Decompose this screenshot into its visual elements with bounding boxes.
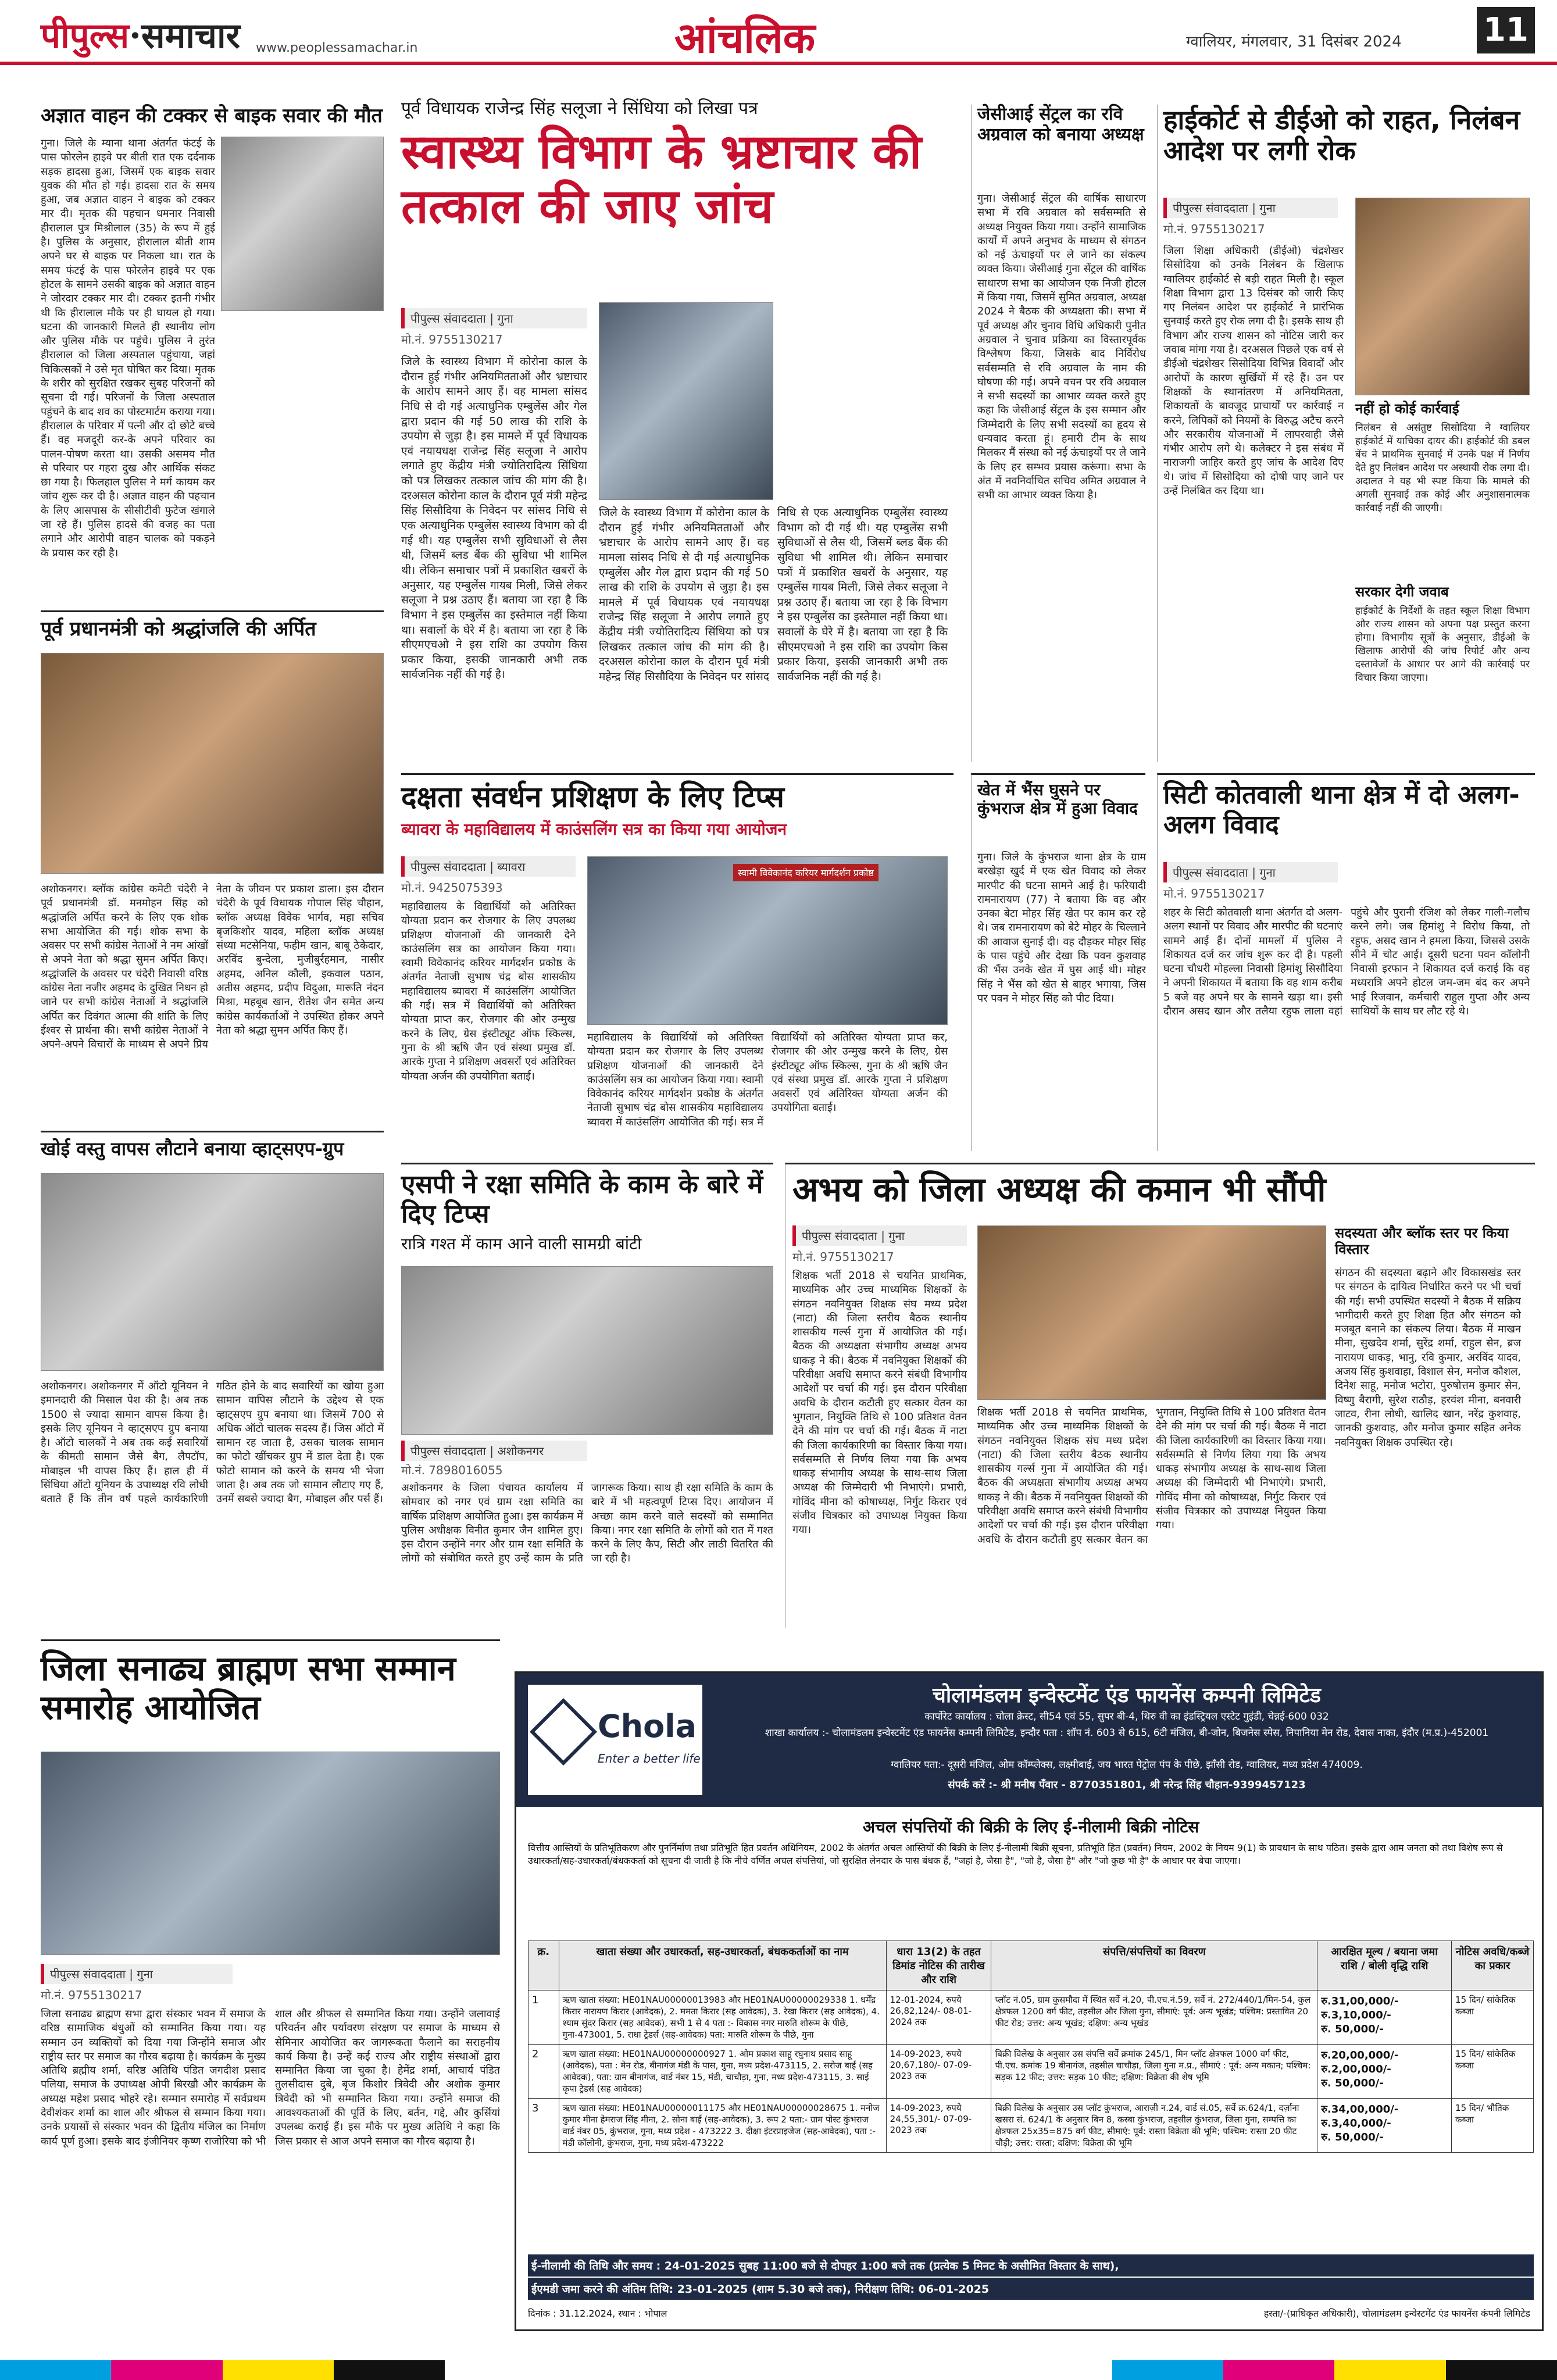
headline: एसपी ने रक्षा समिति के काम के बारे में दिए टिप्स <box>401 1170 763 1229</box>
row-number: 2 <box>528 2045 559 2099</box>
story-skill <box>401 773 954 1151</box>
deo-portrait <box>1355 198 1530 395</box>
teachers-group-photo <box>977 1225 1326 1400</box>
side-body-1: निलंबन से असंतुष्ट सिसोदिया ने ग्वालियर हाईकोर्ट में याचिका दायर की। हाईकोर्ट की डबल बेंच ने प्राथमिक सुनवाई में उनके पक्ष में निर्णय देते हुए निलंबन आदेश पर अस्थायी रोक लगा दी। अदालत ने यह भी स्पष्ट किया कि मामले की अगली सुनवाई तक कोई और अनुशासनात्मक कार्रवाई नहीं की जाएगी। <box>1355 422 1530 514</box>
notice-intro: वित्तीय आस्तियों के प्रतिभूतिकरण और पुनर्निर्माण तथा प्रतिभूति हित प्रवर्तन अधिनियम, 2002 के अंतर्गत अचल आस्तियों की बिक्री के लिए ई-नीलामी बिक्री सूचना, प्रतिभूति हित (प्रवर्तन) नियम, 2002 के नियम 9(1) के प्रावधान के साथ पठित। इसके द्वारा आम जनता को तथा विशेष रूप से उधारकर्ता/सह-उधारकर्ता/बंधककर्ता को सूचना दी जाती है कि नीचे वर्णित अचल संपत्तियां, जो सुरक्षित लेनदार के पास बंधक हैं, "जहां है, जैसा है", "जो है, जैसा है" और "जो कुछ भी है" के आधार पर बेचा जाएगा। <box>528 1842 1503 1866</box>
borrower-cell: ऋण खाता संख्या: HE01NAU00000000927 1. ओम प्रकाश साहू रघुनाथ प्रसाद साहू (आवेदक), पता : मेन रोड, बीनागंज मंडी के पास, गुना, मध्य प्रदेश-473115, 2. सरोज बाई (सह आवेदक), पता: ग्राम बीनागंज, वार्ड नंबर 15, मंडी, चाचौड़ा, गुना, मध्य प्रदेश-473115, 3. साई कृपा ट्रेडर्स (सह आवेदक) <box>559 2045 886 2099</box>
ad-company: चोलामंडलम इन्वेस्टमेंट एंड फायनेंस कम्पनी लिमिटेड <box>933 1684 1321 1707</box>
mobile-number: मो.नं. 9425075393 <box>401 881 503 895</box>
section-title: आंचलिक <box>674 13 816 62</box>
story-jci <box>971 105 1145 762</box>
headline: हाईकोर्ट से डीईओ को राहत, निलंबन आदेश पर लगी रोक <box>1163 104 1520 166</box>
headline: अभय को जिला अध्यक्ष की कमान भी सौंपी <box>792 1170 1326 1209</box>
ceremony-photo <box>41 1752 500 1955</box>
paper-url[interactable]: www.peoplessamachar.in <box>256 41 418 55</box>
story-body: गुना। जिले के म्याना थाना अंतर्गत फंटई के पास फोरलेन हाइवे पर बीती रात एक दर्दनाक सड़क हादसा हुआ, जिसमें एक बाइक सवार युवक की मौत हो गई। हादसा रात के समय हुआ, जब अज्ञात वाहन ने बाइक को टक्कर मार दी। मृतक की पहचान धमनार निवासी हीरालाल पुत्र मिश्रीलाल (35) के रूप में हुई है। पुलिस के अनुसार, हीरालाल बीती शाम अपने घर से बाइक पर निकला था। रात के समय फंटई के पास फोरलेन हाइवे पर एक होटल के सामने उसकी बाइक को अज्ञात वाहन ने जोरदार टक्कर मार दी। टक्कर इतनी गंभीर थी कि हीरालाल मौके पर ही घायल हो गया। घटना की जानकारी मिलते ही स्थानीय लोग और पुलिस मौके पर पहुंचे। पुलिस ने तुरंत हीरालाल को जिला अस्पताल पहुंचाया, जहां चिकित्सकों ने उसे मृत घोषित कर दिया। मृतक के शरीर को सुरक्षित रखकर सुबह परिजनों को सूचना दी गई। परिजनों के जिला अस्पताल पहुंचने के बाद शव का पोस्टमार्टम कराया गया। हीरालाल के परिवार में पत्नी और दो छोटे बच्चे हैं। वह मजदूरी कर-के अपने परिवार का पालन-पोषण करता था। उसकी असमय मौत से परिवार पर गहरा दुख और आर्थिक संकट छा गया है। फिलहाल पुलिस ने मर्ग कायम कर जांच शुरू कर दी है। अज्ञात वाहन की पहचान के लिए आसपास के सीसीटीवी फुटेज खंगाले जा रहे हैं। पुलिस हादसे की वजह का पता लगाने और आरोपी वाहन चालक को पकड़ने के प्रयास कर रही है। <box>41 137 215 559</box>
period-cell: 15 दिन/ भौतिक कब्जा <box>1452 2099 1534 2153</box>
byline: पीपुल्स संवाददाता | गुना <box>41 1964 233 1984</box>
byline: पीपुल्स संवाददाता | गुना <box>1163 862 1338 882</box>
period-cell: 15 दिन/ सांकेतिक कब्जा <box>1452 2045 1534 2099</box>
property-cell: प्लॉट नं.05, ग्राम कुसमौदा में स्थित सर्वे नं.20, पी.एच.नं.59, सर्वे नं. 272/440/1/मिन-54, कुल क्षेत्रफल 1200 वर्ग फीट, तहसील और जिला गुना, सीमाएं: पूर्व: अन्य भूखंड; पश्चिम: प्रस्तावित 20 फीट रोड; उत्तर: अन्य भूखंड; दक्षिण: अन्य भूखंड <box>991 1991 1317 2045</box>
emd-date: ईएमडी जमा करने की अंतिम तिथि: 23-01-2025 (शाम 5.30 बजे तक), निरीक्षण तिथि: 06-01-2025 <box>528 2278 1534 2300</box>
table-header-row <box>528 1941 1534 1991</box>
story-body-continued: महाविद्यालय के विद्यार्थियों को अतिरिक्त योग्यता प्रदान कर रोजगार के लिए उपलब्ध प्रशिक्षण योजनाओं की जानकारी देने काउंसलिंग सत्र का आयोजन किया गया। स्वामी विवेकानंद करियर मार्गदर्शन प्रकोष्ठ के अंतर्गत नेताजी सुभाष चंद्र बोस शासकीय महाविद्यालय ब्यावरा में काउंसलिंग आयोजित की गई। सत्र में विद्यार्थियों को अतिरिक्त योग्यता प्राप्त कर, रोजगार की ओर उन्मुख करने के लिए, ग्रेस इंस्टीट्यूट ऑफ स्किल्स, गुना के श्री ऋषि जैन एवं संस्था प्रमुख डॉ. आरके गुप्ता ने प्रशिक्षण अवसरों एवं अतिरिक्त योग्यता अर्जन की उपयोगिता बताई। <box>587 1031 948 1128</box>
story-body: शहर के सिटी कोतवाली थाना अंतर्गत दो अलग-अलग स्थानों पर विवाद और मारपीट की घटनाएं सामने आई हैं। दोनों मामलों में पुलिस ने शिकायत दर्ज कर जांच शुरू कर दी है। पहली घटना चौधरी मोहल्ला निवासी हिमांशु सिसौदिया ने अपनी शिकायत में बताया कि वह शाम करीब 5 बजे वह अपने घर के सामने खड़ा था। इसी दौरान असद खान और तलैया रहुफ लाला वहां पहुंचे और पुरानी रंजिश को लेकर गाली-गलौच करने लगे। जब हिमांशु ने विरोध किया, तो रहुफ, असद खान ने हमला किया, जिससे उसके सीने में चोट आई। दूसरी घटना पवन कॉलोनी निवासी इरफान ने शिकायत दर्ज कराई कि वह मध्यरात्रि अपने होटल जम-जम बंद कर अपने भाई रिजवान, कर्मचारी राहुल गुप्ता और अन्य साथियों के साथ घर लौट रहे थे। <box>1163 906 1530 1018</box>
masthead <box>0 0 1557 65</box>
byline: पीपुल्स संवाददाता | गुना <box>792 1225 967 1246</box>
notice-cell: 12-01-2024, रुपये 26,82,124/- 08-01-2024 तक <box>886 1991 991 2045</box>
subhead-membership: सदस्यता और ब्लॉक स्तर पर किया विस्तार <box>1335 1225 1509 1257</box>
tribute-photo <box>41 653 384 874</box>
headline: पूर्व प्रधानमंत्री को श्रद्धांजलि की अर्पित <box>41 617 316 641</box>
ad-tagline: Enter a better life <box>598 1752 701 1766</box>
table-row <box>528 2045 1534 2099</box>
subhead: ब्यावरा के महाविद्यालय में काउंसलिंग सत्र का किया गया आयोजन <box>401 819 787 839</box>
headline: स्वास्थ्य विभाग के भ्रष्टाचार की तत्काल की जाए जांच <box>401 124 922 234</box>
borrower-cell: ऋण खाता संख्या: HE01NAU00000013983 और HE01NAU00000029338 1. धर्मेंद्र किरार नारायण किरार (आवेदक), 2. ममता किरार (सह आवेदक), 3. रेखा किरार (सह आवेदक), 4. श्याम सुंदर किरार (सह आवेदक), सभी 1 से 4 पता :- विकास नगर मारुति शोरूम के पीछे, गुना-473001, 5. राधा ट्रेडर्स (सह-आवेदक) पता: मारुति शोरूम के पीछे, गुना <box>559 1991 886 2045</box>
story-sp <box>401 1163 773 1628</box>
auction-table <box>528 1941 1534 2153</box>
headline: सिटी कोतवाली थाना क्षेत्र में दो अलग-अलग विवाद <box>1163 780 1520 839</box>
story-body: जिला शिक्षा अधिकारी (डीईओ) चंद्रशेखर सिसोदिया को उनके निलंबन के खिलाफ ग्वालियर हाईकोर्ट से बड़ी राहत मिली है। स्कूल शिक्षा विभाग द्वारा 13 दिसंबर को जारी किए गए निलंबन आदेश पर हाईकोर्ट ने प्रारंभिक सुनवाई करते हुए रोक लगा दी है। इसके साथ ही विभाग और राज्य शासन को नोटिस जारी कर जवाब मांगा गया है। दरअसल पिछले एक वर्ष से डीईओ चंद्रशेखर सिसोदिया विभिन्न विवादों और आरोपों के कारण सुर्खियों में रहे हैं। उन पर शिक्षकों के स्थानांतरण में अनियमितता, शिकायतों के बावजूद प्राचार्यों पर कार्रवाई न करने, लिपिकों को नियमों के विरुद्ध अटैच करने और सरकारीय योजनाओं में लापरवाही जैसे गंभीर आरोप लगे थे। कलेक्टर ने इस संबंध में नाराजगी जाहिर करते हुए जांच के आदेश दिए थे। जांच में सिसोदिया को दोषी पाए जाने पर उन्हें निलंबित कर दिया था। <box>1163 245 1344 498</box>
headline: दक्षता संवर्धन प्रशिक्षण के लिए टिप्स <box>401 780 784 814</box>
col-header: क्र. <box>528 1941 559 1991</box>
ad-brand: Chola <box>598 1708 697 1745</box>
side-body: संगठन की सदस्यता बढ़ाने और विकासखंड स्तर पर संगठन के दायित्व निर्धारित करने पर भी चर्चा की गई। सभी उपस्थित सदस्यों ने बैठक में सक्रिय भागीदारी करते हुए शिक्षा हित और संगठन को मजबूत बनाने का संकल्प लिया। बैठक में माखन मीना, सुखदेव शर्मा, सुरेंद्र शर्मा, राहुल सेन, ब्रज नारायण धाकड़, भानु, रवि कुमार, अरविंद यादव, अजय सिंह कुशवाहा, विशाल सेन, मनोज कौशल, दिनेश साहू, मनोज भटोरा, पुरुषोत्तम कुमार सेन, विष्णु बैरागी, सुरेश राठौड़, हरवंश मीना, बनवारी जाटव, रीना लोधी, खालिद खान, नरेंद्र कुशवाह, जानकी कुशवाह, और मनोज कुमार सहित अनेक नवनियुक्त शिक्षक उपस्थित रहे। <box>1335 1267 1521 1449</box>
sp-event-photo <box>401 1266 773 1435</box>
notice-cell: 14-09-2023, रुपये 20,67,180/- 07-09-2023 तक <box>886 2045 991 2099</box>
ad-contact: संपर्क करें :- श्री मनीष पँवार - 8770351801, श्री नरेन्द्र सिंह चौहान-9399457123 <box>948 1779 1306 1791</box>
price-cell: रु.31,00,000/- रु.3,10,000/- रु. 50,000/- <box>1317 1991 1452 2045</box>
story-kotwali <box>1157 773 1535 1151</box>
auto-union-photo <box>41 1173 384 1371</box>
row-number: 1 <box>528 1991 559 2045</box>
subhead-no-action: नहीं हो कोई कार्रवाई <box>1355 401 1459 417</box>
dateline: ग्वालियर, मंगलवार, 31 दिसंबर 2024 <box>1186 33 1402 51</box>
mla-portrait <box>599 302 773 500</box>
chola-logo-icon <box>530 1698 597 1766</box>
notice-signature: हस्ता/-(प्राधिकृत अधिकारी), चोलामंडलम इन्वेस्टमेंट एंड फायनेंस कंपनी लिमिटेड <box>1263 2308 1530 2319</box>
story-whatsapp <box>41 1131 384 1625</box>
property-cell: बिक्री विलेख के अनुसार उस प्लॉट कुंभराज, आराज़ी न.24, वार्ड सं.05, सर्वे क्र.624/1, दर्ज़ाना खसरा सं. 624/1 के अनुसार बिन 8, कस्बा कुंभराज, तहसील कुंभराज, जिला गुना, सम्पत्ति का क्षेत्रफल 25x35=875 वर्ग फीट, सीमाएं: पूर्व: रास्ता विक्रेता की भूमि; पश्चिम: रास्ता 20 फीट चौड़ी; उत्तर: रास्ता; दक्षिण: विक्रेता की भूमि <box>991 2099 1317 2153</box>
story-body: जिले के स्वास्थ्य विभाग में कोरोना काल के दौरान हुई गंभीर अनियमितताओं और भ्रष्टाचार के आरोप सामने आए हैं। वह मामला सांसद निधि से दी गई अत्याधुनिक एम्बुलेंस और गेल द्वारा प्रदान की गई 50 लाख की राशि के उपयोग से जुड़ा है। इस मामले में पूर्व विधायक एवं नयायधक्ष राजेन्द्र सिंह सलूजा ने आरोप लगाते हुए केंद्रीय मंत्री ज्योतिरादित्य सिंधिया को पत्र लिखकर तत्काल जांच की मांग की है। दरअसल कोरोना काल के दौरान पूर्व मंत्री महेन्द्र सिंह सिसौदिया के निवेदन पर सांसद निधि से एक अत्याधुनिक एम्बुलेंस स्वास्थ्य विभाग को दी गई थी। यह एम्बुलेंस सभी सुविधाओं से लैस थी, जिसमें ब्लड बैंक की सुविधा भी शामिल थी। लेकिन समाचार पत्रों में प्रकाशित खबरों के अनुसार, यह एम्बुलेंस गायब मिली, जिसे लेकर सलूजा ने प्रश्न उठाए हैं। बताया जा रहा है कि विभाग ने इस एम्बुलेंस का इस्तेमाल नहीं किया था। सवालों के घेरे में है। बताया जा रहा है कि सीएमएचओ ने इस राशि का उपयोग किस प्रकार किया, इसकी जानकारी अभी तक सार्वजनिक नहीं की गई है। <box>401 355 587 681</box>
headline: खोई वस्तु वापस लौटाने बनाया व्हाट्सएप-ग्रुप <box>41 1138 344 1160</box>
notice-date-place: दिनांक : 31.12.2024, स्थान : भोपाल <box>528 2308 667 2319</box>
mobile-number: मो.नं. 9755130217 <box>1163 887 1265 900</box>
page-number: 11 <box>1477 7 1535 53</box>
story-body: शिक्षक भर्ती 2018 से चयनित प्राथमिक, माध्यमिक और उच्च माध्यमिक शिक्षकों के संगठन नवनियुक्त शिक्षक संघ मध्य प्रदेश (नाटा) की जिला स्तरीय बैठक स्थानीय शासकीय गर्ल्स गुना में आयोजित की गई। बैठक की अध्यक्षता संभागीय अध्यक्ष अभय धाकड़ ने की। बैठक में नवनियुक्त शिक्षकों की परिवीक्षा अवधि समाप्त करने संबंधी विभागीय आदेशों पर चर्चा की गई। इस दौरान परिवीक्षा अवधि के दौरान कटौती हुए सत्कार वेतन का भुगतान, नियुक्ति तिथि से 100 प्रतिशत वेतन देने की मांग पर चर्चा की गई। बैठक में नाटा की जिला कार्यकारिणी का विस्तार किया गया। सर्वसम्मति से निर्णय लिया गया कि अभय धाकड़ संभागीय अध्यक्ष के साथ-साथ जिला अध्यक्ष की जिम्मेदारी भी निभाएंगे। प्रभारी, गोविंद मीना को कोषाध्यक्ष, निर्गुट किरार एवं संजीव चित्रकार को उपाध्यक्ष नियुक्त किया गया। <box>792 1270 967 1536</box>
story-body: अशोकनगर। अशोकनगर में ऑटो यूनियन ने इमानदारी की मिसाल पेश की है। अब तक 1500 से ज्यादा सामान वापस किया है। इसके लिए यूनियन ने व्हाट्सएप ग्रुप बनाया है। ऑटो चालकों ने अब तक कई सवारियों के कीमती सामान जैसे बैग, लैपटॉप, मोबाइल भी वापस किए हैं। हाल ही में सिंधिया ऑटो यूनियन के उपाध्यक्ष रवि लोधी बताते हैं कि तीन वर्ष पहले कार्यकारिणी गठित होने के बाद सवारियों का खोया हुआ सामान वापिस लौटाने के उद्देश्य से एक व्हाट्सएप ग्रुप बनाया था। जिसमें 700 से अधिक ऑटो चालक सदस्य हैं। जिस ऑटो में सामान रह जाता है, उसका चालक सामान का फोटो खींचकर ग्रुप में डाल देता है। एक फोटो सामान को करने के समय भी भेजा जाता है। अब तक जो सामान लौटाए गए हैं, उनमें सबसे ज्यादा बैग, मोबाइल और पर्स हैं। <box>41 1380 384 1506</box>
story-buffalo <box>971 773 1145 1151</box>
chola-logo-box <box>528 1685 702 1795</box>
notice-cell: 14-09-2023, रुपये 24,55,301/- 07-09-2023 तक <box>886 2099 991 2153</box>
story-body: जिला सनाढ्य ब्राह्मण सभा द्वारा संस्कार भवन में समाज के वरिष्ठ सामाजिक बंधुओं को सम्मानित किया गया। यह सम्मान उन व्यक्तियों को दिया गया जिन्होंने समाज और राष्ट्रीय स्तर पर समाज का गौरव बढ़ाया है। कार्यक्रम के मुख्य अतिथि ब्रह्मीय शर्मा, वरिष्ठ अतिथि पंडित जगदीश प्रसाद पलिया, समाज के उपाध्यक्ष ओपी बिरखौ और कार्यक्रम के अध्यक्ष महेश प्रसाद भोहरे रहे। सम्मान समारोह में सर्वप्रथम देवीशंकर शर्मा का शाल और श्रीफल से सम्मान किया गया। उनके प्रयासों से संस्कार भवन की द्वितीय मंजिल का निर्माण कार्य पूर्ण हुआ। इसके बाद इंजीनियर कृष्ण राजोरिया को भी शाल और श्रीफल से सम्मानित किया गया। उन्होंने जलावाई परिवर्तन और पर्यावरण संरक्षण पर समाज के माध्यम से सेमिनार आयोजित कर जागरूकता फैलाने का सराहनीय कार्य किया है। उन्हें कई राज्य और राष्ट्रीय संस्थाओं द्वारा सम्मानित किया जा चुका है। हेमेंद्र शर्मा, आचार्य पंडित तुलसीदास दुबे, बृज किशोर त्रिवेदी और अशोक कुमार त्रिवेदी को भी सम्मानित किया गया। उन्होंने समाज की आवश्यकताओं की पूर्ति के लिए, बर्तन, गद्दे, और कुर्सियां उपलब्ध कराई हैं। इस मौके पर मुख्य अतिथि ने कहा कि जिस प्रकार से आज अपने समाज का गौरव बढ़ाया है। <box>41 2008 500 2147</box>
seminar-banner: स्वामी विवेकानंद करियर मार्गदर्शन प्रकोष्ठ <box>733 864 879 881</box>
mobile-number: मो.नं. 9755130217 <box>401 333 503 346</box>
byline: पीपुल्स संवाददाता | ब्यावरा <box>401 856 576 877</box>
row-number: 3 <box>528 2099 559 2153</box>
table-row <box>528 2099 1534 2153</box>
byline: पीपुल्स संवाददाता | गुना <box>1163 198 1338 218</box>
ad-address-branch: शाखा कार्यालय :- चोलामंडलम इन्वेस्टमेंट एंड फायनेंस कम्पनी लिमिटेड, इन्दौर पता : शॉप नं. 603 से 615, 6टी मंजिल, बी-जोन, बिजनेस स्पेस, निपानिया मेन रोड, देवास नाका, इंदौर (म.प्र.)-452001 <box>765 1727 1489 1739</box>
ad-header <box>516 1673 1542 1807</box>
price-cell: रु.20,00,000/- रु.2,00,000/- रु. 50,000/- <box>1317 2045 1452 2099</box>
story-body: अशोकनगर। ब्लॉक कांग्रेस कमेटी चंदेरी ने पूर्व प्रधानमंत्री डॉ. मनमोहन सिंह को श्रद्धांजलि अर्पित करने के लिए एक शोक सभा आयोजित की गई। शोक सभा के अवसर पर सभी कांग्रेस नेताओं ने नम आंखों से अपने नेता को श्रद्धा सुमन अर्पित किए। श्रद्धांजलि के अवसर पर चंदेरी निवासी वरिष्ठ कांग्रेस नेता नजीर अहमद के दुखित निधन हो जाने पर सभी कांग्रेस नेताओं ने श्रद्धांजलि अर्पित कर दिवंगत आत्मा की शांति के लिए ईश्वर से प्रार्थना की। सभी कांग्रेस नेताओं ने अपने-अपने विचारों के माध्यम से अपने प्रिय नेता के जीवन पर प्रकाश डाला। इस दौरान चंदेरी के पूर्व विधायक गोपाल सिंह चौहान, ब्लॉक अध्यक्ष विवेक भार्गव, महा सचिव बृजकिशोर यादव, महिला ब्लॉक अध्यक्ष संध्या मटसेनिया, फहीम खान, बाबू ठेकेदार, अरविंद बुन्देला, मुजीबुर्रहमान, नासीर अहमद, अनिल कौली, इकवाल पठान, अतीस अहमद, प्रदीप विदुआ, मारूति नंदन मिश्रा, महबूब खान, रीतेश जैन समेत अन्य कांग्रेस कार्यकर्ताओं ने उपस्थित होकर अपने नेता को श्रद्धा सुमन अर्पित किए हैं। <box>41 883 384 1051</box>
seminar-photo <box>587 856 948 1025</box>
story-body: गुना। जिले के कुंभराज थाना क्षेत्र के ग्राम बरखेड़ा खुर्द में एक खेत विवाद को लेकर मारपीट की घटना सामने आई है। फरियादी रामनारायण (77) ने बताया कि वह और उनका बेटा मोहर सिंह खेत पर काम कर रहे थे। जब रामनारायण को बेटे मोहर के चिल्लाने की आवाज सुनाई दी। वह दौड़कर मोहर सिंह के पास पहुंचे और देखा कि पवन कुशवाह की भैंस उनके खेत में घुस आई थी। मोहर सिंह ने भैंस को खेत से बाहर भगाया, जिस पर पवन ने मोहर सिंह को पीट दिया। <box>977 851 1146 1005</box>
col-header: संपत्ति/संपत्तियों का विवरण <box>991 1941 1317 1991</box>
col-header: धारा 13(2) के तहत डिमांड नोटिस की तारीख और राशि <box>886 1941 991 1991</box>
story-body: गुना। जेसीआई सेंट्रल की वार्षिक साधारण सभा में रवि अग्रवाल को सर्वसम्मति से अध्यक्ष नियुक्त किया गया। उन्होंने सामाजिक कार्यों में अपने अनुभव के माध्यम से संगठन को नई ऊंचाइयों पर ले जाने का संकल्प व्यक्त किया। जेसीआई गुना सेंट्रल की वार्षिक साधारण सभा का आयोजन एक निजी होटल में किया गया, जिसमें सुमित अग्रवाल, अध्यक्ष 2024 ने बैठक की अध्यक्षता की। सभा में पूर्व अध्यक्ष और चुनाव विधि अधिकारी पुनीत अग्रवाल ने चुनाव प्रक्रिया का विस्तारपूर्वक विश्लेषण किया, जिसके बाद निर्विरोध सर्वसम्मति से रवि अग्रवाल के नाम की घोषणा की गई। अपने वचन पर रवि अग्रवाल ने सभी सदस्यों का आभार व्यक्त करते हुए कहा कि जेसीआई सेंट्रल के इस सम्मान और जिम्मेदारी के लिए सभी सदस्यों का हृदय से धन्यवाद करता हूं। हमारी टीम के साथ मिलकर मैं संस्था को नई ऊंचाइयों पर ले जाने के लिए हर सम्भव प्रयास करूंगा। सभा के अंत में नवनिर्वाचित सचिव अमित अग्रवाल ने सभी का आभार व्यक्त किया है। <box>977 192 1146 502</box>
side-body-2: हाईकोर्ट के निर्देशों के तहत स्कूल शिक्षा विभाग और राज्य शासन को अपना पक्ष प्रस्तुत करना होगा। विभागीय सूत्रों के अनुसार, डीईओ के खिलाफ आरोपों की जांच रिपोर्ट और अन्य दस्तावेजों के आधार पर आगे की कार्रवाई पर विचार किया जाएगा। <box>1355 605 1530 684</box>
col-header: खाता संख्या और उधारकर्ता, सह-उधारकर्ता, बंधककर्ताओं का नाम <box>559 1941 886 1991</box>
byline: पीपुल्स संवाददाता | गुना <box>401 308 587 328</box>
story-accident <box>41 105 384 605</box>
ad-address-gwalior: ग्वालियर पता:- दूसरी मंजिल, ओम कॉम्प्लेक्स, लक्ष्मीबाई, जय भारत पेट्रोल पंप के पीछे, झाँसी रोड, ग्वालियर, मध्य प्रदेश 474009. <box>891 1759 1363 1771</box>
accident-photo <box>221 137 384 311</box>
headline: खेत में भैंस घुसने पर कुंभराज क्षेत्र में हुआ विवाद <box>977 780 1138 819</box>
headline: अज्ञात वाहन की टक्कर से बाइक सवार की मौत <box>41 104 383 127</box>
price-cell: रु.34,00,000/- रु.3,40,000/- रु. 50,000/- <box>1317 2099 1452 2153</box>
story-body-continued: जिले के स्वास्थ्य विभाग में कोरोना काल के दौरान हुई गंभीर अनियमितताओं और भ्रष्टाचार के आरोप सामने आए हैं। वह मामला सांसद निधि से दी गई अत्याधुनिक एम्बुलेंस और गेल द्वारा प्रदान की गई 50 लाख की राशि के उपयोग से जुड़ा है। इस मामले में पूर्व विधायक एवं नयायधक्ष राजेन्द्र सिंह सलूजा ने आरोप लगाते हुए केंद्रीय मंत्री ज्योतिरादित्य सिंधिया को पत्र लिखकर तत्काल जांच की मांग की है। दरअसल कोरोना काल के दौरान पूर्व मंत्री महेन्द्र सिंह सिसौदिया के निवेदन पर सांसद निधि से एक अत्याधुनिक एम्बुलेंस स्वास्थ्य विभाग को दी गई थी। यह एम्बुलेंस सभी सुविधाओं से लैस थी, जिसमें ब्लड बैंक की सुविधा भी शामिल थी। लेकिन समाचार पत्रों में प्रकाशित खबरों के अनुसार, यह एम्बुलेंस गायब मिली, जिसे लेकर सलूजा ने प्रश्न उठाए हैं। बताया जा रहा है कि विभाग ने इस एम्बुलेंस का इस्तेमाल नहीं किया था। सवालों के घेरे में है। बताया जा रहा है कि सीएमएचओ ने इस राशि का उपयोग किस प्रकार किया, इसकी जानकारी अभी तक सार्वजनिक नहीं की गई है। <box>599 506 948 684</box>
byline: पीपुल्स संवाददाता | अशोकनगर <box>401 1441 587 1461</box>
chola-auction-notice <box>515 1671 1544 2331</box>
auction-date: ई-नीलामी की तिथि और समय : 24-01-2025 सुबह 11:00 बजे से दोपहर 1:00 बजे तक (प्रत्येक 5 मिनट के असीमित विस्तार के साथ), <box>528 2254 1534 2277</box>
ad-address-corporate: कार्पोरेट कार्यालय : चोला क्रेस्ट, सी54 एवं 55, सुपर बी-4, थिरु वी का इंडस्ट्रियल एस्टेट गुइंडी, चेन्नई-600 032 <box>924 1711 1329 1723</box>
mobile-number: मो.नं. 9755130217 <box>1163 222 1265 236</box>
headline: जिला सनाढ्य ब्राह्मण सभा सम्मान समारोह आयोजित <box>41 1649 456 1727</box>
notice-title: अचल संपत्तियों की बिक्री के लिए ई-नीलामी बिक्री नोटिस <box>862 1817 1199 1836</box>
story-former-pm <box>41 610 384 1122</box>
headline: जेसीआई सेंट्रल का रवि अग्रवाल को बनाया अध्यक्ष <box>977 104 1144 145</box>
mobile-number: मो.नं. 9755130217 <box>41 1988 142 2002</box>
mobile-number: मो.नं. 7898016055 <box>401 1463 503 1477</box>
color-registration-bar <box>0 2360 1557 2380</box>
story-body-continued: शिक्षक भर्ती 2018 से चयनित प्राथमिक, माध्यमिक और उच्च माध्यमिक शिक्षकों के संगठन नवनियुक्त शिक्षक संघ मध्य प्रदेश (नाटा) की जिला स्तरीय बैठक स्थानीय शासकीय गर्ल्स गुना में आयोजित की गई। बैठक की अध्यक्षता संभागीय अध्यक्ष अभय धाकड़ ने की। बैठक में नवनियुक्त शिक्षकों की परिवीक्षा अवधि समाप्त करने संबंधी विभागीय आदेशों पर चर्चा की गई। इस दौरान परिवीक्षा अवधि के दौरान कटौती हुए सत्कार वेतन का भुगतान, नियुक्ति तिथि से 100 प्रतिशत वेतन देने की मांग पर चर्चा की गई। बैठक में नाटा की जिला कार्यकारिणी का विस्तार किया गया। सर्वसम्मति से निर्णय लिया गया कि अभय धाकड़ संभागीय अध्यक्ष के साथ-साथ जिला अध्यक्ष की जिम्मेदारी भी निभाएंगे। प्रभारी, गोविंद मीना को कोषाध्यक्ष, निर्गुट किरार एवं संजीव चित्रकार को उपाध्यक्ष नियुक्त किया गया। <box>977 1406 1326 1546</box>
kicker: पूर्व विधायक राजेन्द्र सिंह सलूजा ने सिंधिया को लिखा पत्र <box>401 98 758 119</box>
period-cell: 15 दिन/ सांकेतिक कब्जा <box>1452 1991 1534 2045</box>
col-header: नोटिस अवधि/कब्जे का प्रकार <box>1452 1941 1534 1991</box>
subhead-govt-reply: सरकार देगी जवाब <box>1355 584 1449 600</box>
paper-logo: पीपुल्स·समाचार <box>41 16 241 56</box>
col-header: आरक्षित मूल्य / बयाना जमा राशि / बोली वृद्धि राशि <box>1317 1941 1452 1991</box>
story-body: अशोकनगर के जिला पंचायत कार्यालय में सोमवार को नगर एवं ग्राम रक्षा समिति का वार्षिक प्रशिक्षण आयोजित हुआ। इस कार्यक्रम में पुलिस अधीक्षक विनीत कुमार जैन शामिल हुए। इस दौरान उन्होंने नगर और ग्राम रक्षा समिति के लोगों को संबोधित करते हुए उन्हें काम के प्रति जागरूक किया। साथ ही रक्षा समिति के काम के बारे में भी महत्वपूर्ण टिप्स दिए। आयोजन में अच्छा काम करने वाले सदस्यों को सम्मानित किया। नगर रक्षा समिति के लोगों को रात में गश्त करने के लिए कैप, सिटी और लाठी वितरित की जा रही है। <box>401 1482 773 1565</box>
story-abhay <box>785 1163 1535 1628</box>
story-health <box>401 99 954 762</box>
borrower-cell: ऋण खाता संख्या: HE01NAU00000011175 और HE01NAU00000028675 1. मनोज कुमार मीना हेमराज सिंह मीना, 2. सोना बाई (सह-आवेदक), 3. रूप 2 पता:- ग्राम पोस्ट कुंभराज वार्ड नंबर 05, कुंभराज, गुना, मध्य प्रदेश - 473222 3. दीक्षा इंटरप्राइजेज (सह-आवेदक), पता :- मंडी कॉलोनी, कुंभराज, गुना, मध्य प्रदेश-473222 <box>559 2099 886 2153</box>
mobile-number: मो.नं. 9755130217 <box>792 1250 894 1264</box>
subhead: रात्रि गश्त में काम आने वाली सामग्री बांटी <box>401 1234 642 1254</box>
story-body: महाविद्यालय के विद्यार्थियों को अतिरिक्त योग्यता प्रदान कर रोजगार के लिए उपलब्ध प्रशिक्षण योजनाओं की जानकारी देने काउंसलिंग सत्र का आयोजन किया गया। स्वामी विवेकानंद करियर मार्गदर्शन प्रकोष्ठ के अंतर्गत नेताजी सुभाष चंद्र बोस शासकीय महाविद्यालय ब्यावरा में काउंसलिंग आयोजित की गई। सत्र में विद्यार्थियों को अतिरिक्त योग्यता प्राप्त कर, रोजगार की ओर उन्मुख करने के लिए, ग्रेस इंस्टीट्यूट ऑफ स्किल्स, गुना के श्री ऋषि जैन एवं संस्था प्रमुख डॉ. आरके गुप्ता ने प्रशिक्षण अवसरों एवं अतिरिक्त योग्यता अर्जन की उपयोगिता बताई। <box>401 900 576 1082</box>
table-row <box>528 1991 1534 2045</box>
property-cell: बिक्री विलेख के अनुसार उस संपत्ति सर्वे क्रमांक 245/1, मिन प्लॉट क्षेत्रफल 1000 वर्ग फीट, पी.एच. क्रमांक 19 बीनागंज, तहसील चाचौड़ा, जिला गुना म.प्र., सीमाएं : पूर्व: अन्य मकान; पश्चिम: सड़क 12 फीट; उत्तर: सड़क 10 फीट; दक्षिण: विक्रेता की शेष भूमि <box>991 2045 1317 2099</box>
story-brahmin <box>41 1639 500 2337</box>
story-highcourt <box>1157 105 1535 762</box>
